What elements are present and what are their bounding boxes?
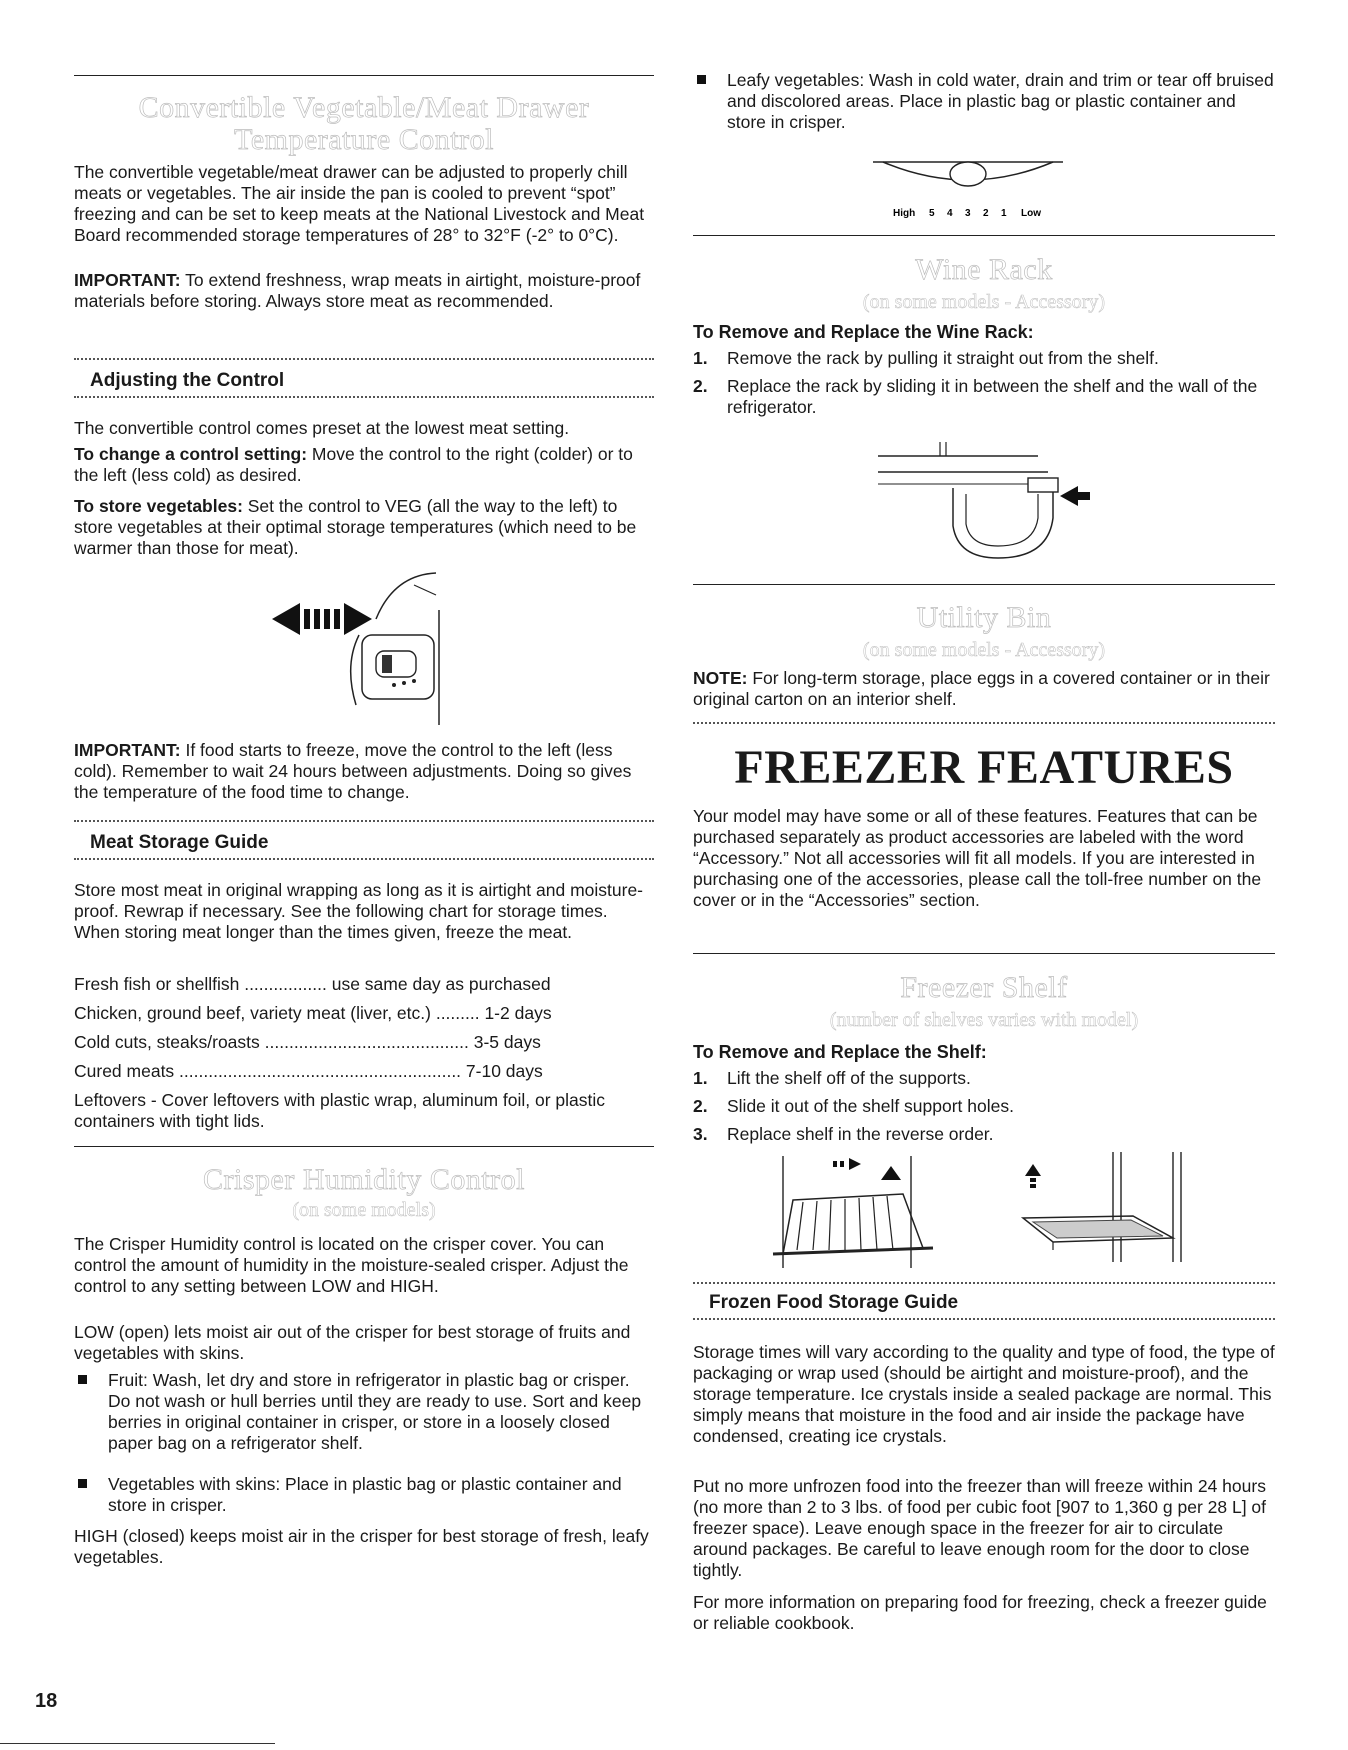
meat-time: use same day as purchased <box>331 974 551 994</box>
crisper-p1: The Crisper Humidity control is located on the crisper cover. You can control the amount of humidity in the moisture-sealed crisper. Adjust the control to any setting between LOW and HIGH. <box>74 1234 629 1296</box>
step-text: Slide it out of the shelf support holes. <box>727 1096 1014 1116</box>
dial-label: 4 <box>947 208 953 219</box>
note-label: NOTE: <box>693 668 748 688</box>
convertible-title-line1: Convertible Vegetable/Meat Drawer <box>138 91 590 124</box>
meat-row: Cold cuts, steaks/roasts .......................................... 3-5 days <box>74 1032 541 1052</box>
footer-rule <box>0 1743 275 1744</box>
wine-heading: To Remove and Replace the Wine Rack: <box>693 322 1034 342</box>
fruit-bullet <box>74 1370 654 1454</box>
freezer-features-title: FREEZER FEATURES <box>734 741 1234 794</box>
wine-title: Wine Rack <box>915 253 1053 286</box>
dotted-rule <box>693 722 1275 724</box>
vegetables-bullet <box>74 1474 654 1516</box>
adjusting-p1: The convertible control comes preset at the lowest meat setting. <box>74 418 570 438</box>
shelf-step: 2. Slide it out of the shelf support holes. <box>693 1096 1014 1116</box>
wine-step: 2. Replace the rack by sliding it in between the shelf and the wall of the refrigerator. <box>693 376 1258 417</box>
shelf-slide-drawing <box>1023 1152 1181 1262</box>
meat-item: Cured meats <box>74 1061 175 1081</box>
section-rule <box>693 953 1275 954</box>
meat-item: Cold cuts, steaks/roasts <box>74 1032 260 1052</box>
bullet-text: Vegetables with skins: Place in plastic bag or plastic container and store in crisper. <box>108 1474 622 1515</box>
humidity-dial-illustration <box>853 158 1093 220</box>
bullet-text: Leafy vegetables: Wash in cold water, drain and trim or tear off bruised and discolored areas. Place in plastic bag or plastic container and store in crisper. <box>727 70 1274 132</box>
important-text: If food starts to freeze, move the control to the left (less cold). Remember to wait 24 hours between adjustments. Doing so gives the temperature of the food time to change. <box>74 740 632 802</box>
shelf-heading: To Remove and Replace the Shelf: <box>693 1042 987 1062</box>
meat-row: Cured meats .......................................................... 7-10 days <box>74 1061 543 1081</box>
bullet-icon <box>697 75 706 84</box>
dial-label: Low <box>1021 208 1041 219</box>
important-label: IMPORTANT: <box>74 740 181 760</box>
crisper-subtitle: (on some models) <box>292 1199 436 1221</box>
shelf-step: 3. Replace shelf in the reverse order. <box>693 1124 994 1144</box>
section-rule <box>693 584 1275 585</box>
shelf-subtitle: (number of shelves varies with model) <box>829 1009 1139 1031</box>
dial-label: 5 <box>929 208 935 219</box>
frozen-p2: Put no more unfrozen food into the freezer than will freeze within 24 hours (no more than 2 to 3 lbs. of food per cubic foot [907 to 1,360 g per 28 L] of freezer space). Leave enough space in the freezer for air to circulate around packages. Be careful to leave enough room for the door to close tightly. <box>693 1476 1267 1580</box>
change-setting-text: Move the control to the right (colder) or to the left (less cold) as desired. <box>74 444 633 485</box>
convertible-intro: The convertible vegetable/meat drawer can be adjusted to properly chill meats or vegetables. The air inside the pan is cooled to prevent “spot” freezing and can be set to keep meats at the National Livestock and Meat Board recommended storage temperatures of 28° to 32°F (-2° to 0°C). <box>74 162 645 245</box>
note-text: For long-term storage, place eggs in a covered container or in their original carton on an interior shelf. <box>693 668 1270 709</box>
section-rule <box>693 235 1275 236</box>
meat-row: Chicken, ground beef, variety meat (liver, etc.) ......... 1-2 days <box>74 1003 552 1023</box>
wine-step: 1. Remove the rack by pulling it straight out from the shelf. <box>693 348 1159 368</box>
utility-title: Utility Bin <box>916 601 1052 634</box>
adjusting-important <box>74 740 654 803</box>
meat-item: Chicken, ground beef, variety meat (liver, etc.) <box>74 1003 431 1023</box>
dotted-rule <box>74 358 654 360</box>
frozen-p1: Storage times will vary according to the quality and type of food, the type of packaging or wrap used (should be airtight and moisture-proof), and the storage temperature. Ice crystals inside a sealed package are normal. This simply means that moisture in the food and air inside the package have condensed, creating ice crystals. <box>693 1342 1275 1446</box>
utility-note <box>693 668 1275 710</box>
bullet-icon <box>78 1479 87 1488</box>
meat-item: Fresh fish or shellfish <box>74 974 240 994</box>
shelf-lift-drawing <box>773 1156 933 1268</box>
step-text: Lift the shelf off of the supports. <box>727 1068 971 1088</box>
meat-row: Fresh fish or shellfish ................. use same day as purchased <box>74 974 551 994</box>
bullet-icon <box>78 1375 87 1384</box>
dotted-rule <box>74 396 654 398</box>
convertible-title-line2: Temperature Control <box>234 123 494 156</box>
step-text: Replace the rack by sliding it in between the shelf and the wall of the refrigerator. <box>727 376 1258 417</box>
meat-time: 7-10 days <box>465 1061 543 1081</box>
dial-label: High <box>893 208 916 219</box>
convertible-important <box>74 270 654 312</box>
left-arrow-icon <box>1060 486 1090 506</box>
freezer-intro: Your model may have some or all of these features. Features that can be purchased separately as product accessories are labeled with the word “Accessory.” Not all accessories will fit all models. If you are interested in purchasing one of the accessories, please call the toll-free number on the cover or in the “Accessories” section. <box>693 806 1262 910</box>
frozen-p3: For more information on preparing food for freezing, check a freezer guide or reliable cookbook. <box>693 1592 1267 1633</box>
meat-guide-intro: Store most meat in original wrapping as long as it is airtight and moisture-proof. Rewrap if necessary. See the following chart for storage times. When storing meat longer than the times given, freeze the meat. <box>74 880 644 942</box>
step-text: Replace shelf in the reverse order. <box>727 1124 994 1144</box>
frozen-guide-heading: Frozen Food Storage Guide <box>709 1292 959 1313</box>
meat-guide-heading: Meat Storage Guide <box>90 832 269 853</box>
wine-rack-illustration <box>878 438 1098 568</box>
section-rule <box>74 1146 654 1147</box>
dial-label: 1 <box>1001 208 1007 219</box>
meat-time: 3-5 days <box>473 1032 541 1052</box>
section-rule <box>74 75 654 76</box>
double-arrow-icon <box>272 603 372 635</box>
crisper-title: Crisper Humidity Control <box>203 1163 525 1196</box>
dial-label: 2 <box>983 208 989 219</box>
dotted-rule <box>693 1318 1275 1320</box>
crisper-p3: HIGH (closed) keeps moist air in the crisper for best storage of fresh, leafy vegetables. <box>74 1526 649 1567</box>
shelf-step: 1. Lift the shelf off of the supports. <box>693 1068 971 1088</box>
utility-subtitle: (on some models - Accessory) <box>862 639 1106 661</box>
meat-time: 1-2 days <box>484 1003 552 1023</box>
drawer-control-illustration <box>264 565 504 725</box>
page-number: 18 <box>35 1690 58 1712</box>
bullet-text: Fruit: Wash, let dry and store in refrigerator in plastic bag or crisper. Do not wash or hull berries until they are ready to use. Sort and keep berries in original container in crisper, or store in a loosely closed paper bag on a refrigerator shelf. <box>108 1370 642 1453</box>
dotted-rule <box>693 1282 1275 1284</box>
dial-label: 3 <box>965 208 971 219</box>
shelf-title: Freezer Shelf <box>900 971 1068 1004</box>
important-text: To extend freshness, wrap meats in airtight, moisture-proof materials before storing. Always store meat as recommended. <box>74 270 641 311</box>
dotted-rule <box>74 820 654 822</box>
adjusting-heading: Adjusting the Control <box>90 370 285 391</box>
change-setting-label: To change a control setting: <box>74 444 308 464</box>
freezer-shelf-illustration <box>753 1150 1233 1270</box>
wine-subtitle: (on some models - Accessory) <box>862 291 1106 313</box>
adjusting-p3 <box>74 496 654 559</box>
step-text: Remove the rack by pulling it straight out from the shelf. <box>727 348 1159 368</box>
store-veg-text: Set the control to VEG (all the way to the left) to store vegetables at their optimal storage temperatures (which need to be warmer than those for meat). <box>74 496 637 558</box>
leafy-bullet <box>693 70 1275 133</box>
leftovers-text: Leftovers - Cover leftovers with plastic wrap, aluminum foil, or plastic containers with tight lids. <box>74 1090 606 1131</box>
adjusting-p2 <box>74 444 654 486</box>
crisper-p2: LOW (open) lets moist air out of the crisper for best storage of fruits and vegetables with skins. <box>74 1322 631 1363</box>
store-veg-label: To store vegetables: <box>74 496 243 516</box>
important-label: IMPORTANT: <box>74 270 181 290</box>
dotted-rule <box>74 858 654 860</box>
